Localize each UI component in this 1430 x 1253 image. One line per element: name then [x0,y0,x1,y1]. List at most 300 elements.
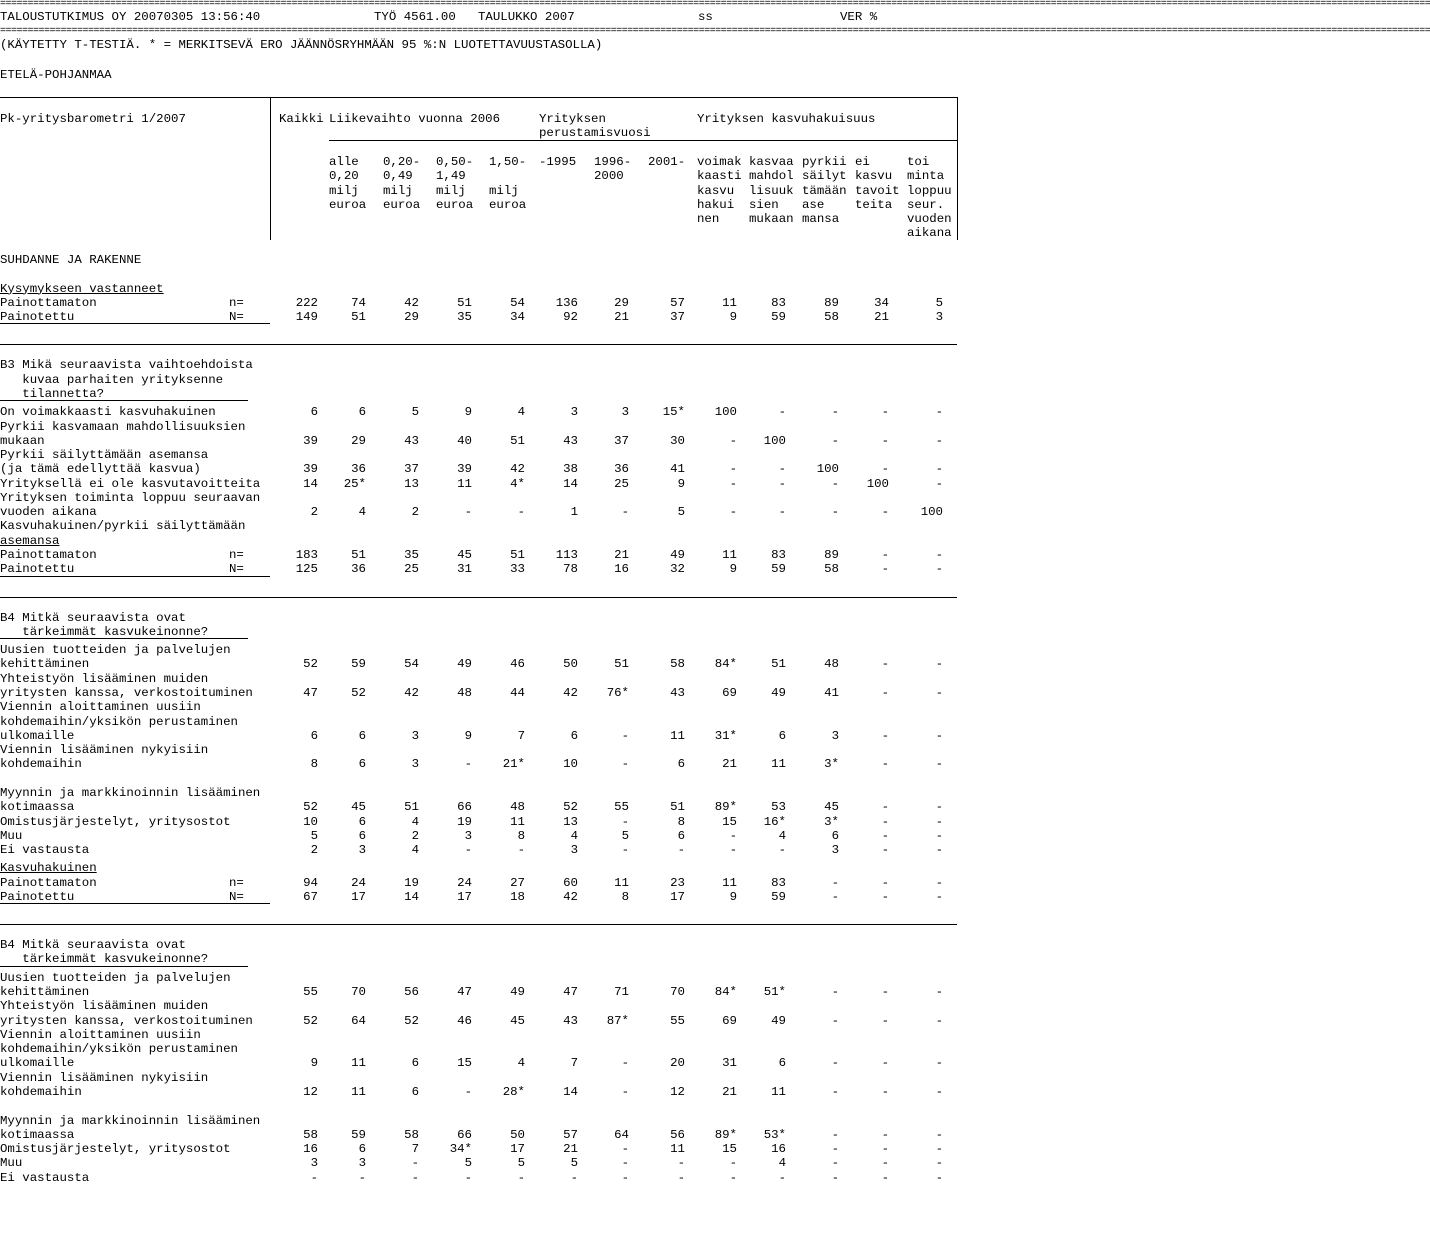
table-cell: 5 [935,295,943,310]
table-cell: - [778,843,786,858]
table-cell: 39 [457,462,472,477]
table-cell: 11 [614,875,629,890]
table-cell: 31 [457,562,472,577]
table-cell: 46 [510,657,525,672]
table-cell: 149 [295,310,318,325]
table-cell: 11 [722,548,737,563]
table-cell: - [729,843,737,858]
table-cell: - [881,1156,889,1171]
separator-line: ==================================================================================================================================================================================================================================================================== [0,0,1430,10]
table-cell: 31* [714,728,737,743]
report-table: TAULUKKO 2007 [478,10,575,24]
column-header-line: 1,49 [436,169,466,184]
table-cell: 5 [570,1156,578,1171]
table-cell: - [677,1170,685,1185]
table-cell: 42 [510,462,525,477]
row-label: kohdemaihin [0,1085,82,1099]
table-cell: 58 [670,657,685,672]
table-cell: - [935,757,943,772]
table-cell: 74 [351,295,366,310]
table-cell: 45 [510,1013,525,1028]
row-label: kotimaassa [0,800,75,815]
table-cell: 19 [404,875,419,890]
row-label: mukaan [0,433,45,448]
group-heading: asemansa [0,533,60,548]
row-label: Ei vastausta [0,1170,90,1185]
column-header-line: mahdol [749,169,794,184]
base-label: N= [229,562,244,577]
table-cell: 12 [670,1085,685,1099]
table-cell: 4 [517,405,525,420]
table-cell: 6 [358,405,366,420]
table-cell: - [729,1170,737,1185]
table-cell: 59 [771,889,786,904]
table-cell: - [935,1127,943,1142]
table-cell: - [411,1170,419,1185]
column-header-line: tämään [802,183,847,198]
column-header-line: ei [855,155,870,169]
table-cell: - [411,1156,419,1171]
table-cell: 6 [831,828,839,843]
table-cell: 3 [358,1156,366,1171]
table-cell: 100 [920,505,943,520]
table-cell: 100 [763,433,786,448]
table-cell: - [935,405,943,420]
table-cell: 24 [457,875,472,890]
table-cell: 17 [351,889,366,904]
table-cell: 69 [722,686,737,700]
region-title: ETELÄ-POHJANMAA [0,68,112,82]
table-cell: - [881,800,889,815]
row-label-line: Myynnin ja markkinoinnin lisääminen [0,785,261,800]
table-cell: 13 [404,476,419,491]
table-cell: 35 [457,310,472,325]
table-cell: 6 [570,728,578,743]
table-cell: 21* [502,757,525,772]
table-cell: 113 [555,548,578,563]
table-cell: 7 [411,1142,419,1157]
column-header-line: 1,50- [489,155,527,169]
table-cell: - [729,505,737,520]
table-cell: 58 [824,310,839,325]
row-label: Yrityksellä ei ole kasvutavoitteita [0,476,261,491]
colgroup-founded-2: perustamisvuosi [539,126,651,140]
table-cell: 32 [670,562,685,577]
table-cell: 51 [771,657,786,672]
table-cell: 50 [510,1127,525,1142]
table-cell: 3 [935,310,943,325]
table-cell: - [621,1085,629,1099]
table-cell: - [464,505,472,520]
table-cell: 54 [510,295,525,310]
table-cell: - [831,1056,839,1071]
table-cell: 5 [677,505,685,520]
table-cell: - [881,1085,889,1099]
row-label: Muu [0,1156,23,1171]
table-cell: 11 [351,1085,366,1099]
table-cell: 47 [457,985,472,1000]
table-rule [0,903,270,904]
table-cell: - [881,757,889,772]
row-label-line: kohdemaihin/yksikön perustaminen [0,714,238,729]
column-header-line: 1996- [594,155,632,169]
table-cell: 9 [729,310,737,325]
table-cell: - [935,889,943,904]
table-cell: 14 [303,476,318,491]
table-cell: 6 [411,1085,419,1099]
column-header-line: euroa [436,197,474,212]
table-cell: 92 [563,310,578,325]
table-cell: - [881,1170,889,1185]
table-cell: 64 [351,1013,366,1028]
colgroup-kaikki: Kaikki [279,112,324,126]
table-cell: - [935,1170,943,1185]
group-heading: Kysymykseen vastanneet [0,281,164,296]
row-label: ulkomaille [0,728,75,743]
table-cell: - [935,728,943,743]
table-cell: - [881,985,889,1000]
table-cell: - [881,1127,889,1142]
column-header-line: aikana [907,226,952,241]
column-header-line: kasvaa [749,155,794,169]
table-cell: 43 [404,433,419,448]
table-cell: 45 [824,800,839,815]
row-label-line: Viennin aloittaminen uusiin [0,700,201,715]
table-cell: 11 [457,476,472,491]
table-cell: 4 [778,828,786,843]
table-cell: 18 [510,889,525,904]
table-cell: 8 [621,889,629,904]
table-cell: 43 [670,686,685,700]
table-cell: 16 [771,1142,786,1157]
table-cell: 52 [303,657,318,672]
row-label: vuoden aikana [0,505,97,520]
table-cell: 100 [816,462,839,477]
table-cell: 4* [510,476,525,491]
table-cell: - [831,1170,839,1185]
table-cell: 49 [771,686,786,700]
table-cell: 49 [670,548,685,563]
table-cell: 21 [614,310,629,325]
table-cell: 14 [563,1085,578,1099]
table-cell: - [881,814,889,829]
table-cell: 28* [502,1085,525,1099]
row-label: yritysten kanssa, verkostoituminen [0,1013,253,1028]
table-cell: - [881,657,889,672]
table-cell: 39 [303,433,318,448]
base-label: N= [229,889,244,904]
table-cell: 56 [670,1127,685,1142]
table-cell: 2 [411,505,419,520]
table-cell: - [881,889,889,904]
table-cell: 70 [351,985,366,1000]
table-cell: 29 [404,310,419,325]
table-cell: - [935,1056,943,1071]
table-cell: - [729,433,737,448]
table-cell: - [570,1170,578,1185]
table-cell: - [935,800,943,815]
table-cell: - [517,843,525,858]
table-rule [0,966,248,967]
table-cell: - [517,1170,525,1185]
table-cell: - [881,1142,889,1157]
table-cell: 89 [824,548,839,563]
question-text: tärkeimmät kasvukeinonne? [0,952,209,967]
table-cell: - [831,1127,839,1142]
table-cell: - [935,843,943,858]
table-cell: - [677,843,685,858]
table-cell: 3 [570,843,578,858]
table-cell: 45 [351,800,366,815]
table-rule [0,344,957,345]
table-cell: - [935,1085,943,1099]
question-text: tilannetta? [0,386,105,401]
column-header-line: mansa [802,212,840,227]
table-cell: - [778,462,786,477]
table-cell: 60 [563,875,578,890]
column-header-line: loppuu [907,183,952,198]
group-heading: Kasvuhakuinen/pyrkii säilyttämään [0,519,246,534]
base-label: n= [229,875,244,890]
table-cell: - [935,476,943,491]
separator-line: ==================================================================================================================================================================================================================================================================== [0,26,1430,37]
table-cell: - [881,462,889,477]
table-cell: - [881,433,889,448]
table-cell: - [935,548,943,563]
table-cell: 9 [677,476,685,491]
table-cell: 52 [404,1013,419,1028]
table-cell: - [935,814,943,829]
table-cell: 76* [606,686,629,700]
row-label: On voimakkaasti kasvuhakuinen [0,405,216,420]
table-cell: - [831,505,839,520]
table-cell: 31 [722,1056,737,1071]
table-cell: 7 [517,728,525,743]
column-header-line: milj [383,183,413,198]
table-cell: 67 [303,889,318,904]
column-header-line: tavoit [855,183,900,198]
row-label-line: Yrityksen toiminta loppuu seuraavan [0,490,261,505]
table-cell: - [778,476,786,491]
table-cell: - [621,1056,629,1071]
table-cell: 4 [517,1056,525,1071]
column-header-line: voimak [697,155,742,169]
table-cell: 11 [722,295,737,310]
table-cell: 51 [404,800,419,815]
table-cell: - [517,505,525,520]
table-cell: - [464,1085,472,1099]
table-cell: 17 [457,889,472,904]
report-org: TALOUSTUTKIMUS OY 20070305 13:56:40 [0,10,261,24]
report-job: TYÖ 4561.00 [374,10,456,24]
table-cell: 15* [662,405,685,420]
table-cell: 59 [351,657,366,672]
table-cell: 53* [763,1127,786,1142]
table-cell: - [831,476,839,491]
table-cell: 6 [310,405,318,420]
table-cell: 41 [670,462,685,477]
table-rule [0,597,957,598]
row-label-line: Viennin lisääminen nykyisiin [0,1070,209,1085]
column-header-line: vuoden [907,212,952,227]
row-label-line: Pyrkii säilyttämään asemansa [0,448,209,463]
base-label: n= [229,548,244,563]
table-cell: - [831,405,839,420]
table-cell: - [881,828,889,843]
report-ss: ss [698,10,713,24]
table-cell: 23 [670,875,685,890]
table-cell: 4 [358,505,366,520]
table-cell: 42 [404,295,419,310]
table-cell: - [935,433,943,448]
column-header-line: 2001- [648,155,686,169]
column-header-line: lisuuk [749,183,794,198]
table-cell: 14 [563,476,578,491]
table-rule [0,323,270,324]
row-label-line: Pyrkii kasvamaan mahdollisuuksien [0,419,246,434]
table-cell: 13 [563,814,578,829]
table-cell: 55 [670,1013,685,1028]
table-cell: 6 [310,728,318,743]
table-cell: 3* [824,757,839,772]
table-cell: 51 [510,433,525,448]
table-cell: 5 [517,1156,525,1171]
table-cell: 15 [722,814,737,829]
table-cell: 15 [722,1142,737,1157]
table-cell: 3 [411,757,419,772]
table-cell: 36 [351,562,366,577]
row-label: Painottamaton [0,295,97,310]
table-rule [0,400,248,401]
table-cell: 4 [411,843,419,858]
table-cell: 21 [722,1085,737,1099]
table-cell: - [881,548,889,563]
table-cell: - [778,505,786,520]
report-version: VER % [840,10,878,24]
table-cell: 9 [464,405,472,420]
table-cell: 56 [404,985,419,1000]
column-header-line: mukaan [749,212,794,227]
table-cell: 6 [778,1056,786,1071]
question-text: tärkeimmät kasvukeinonne? [0,624,209,639]
table-cell: 34 [874,295,889,310]
table-cell: 46 [457,1013,472,1028]
table-cell: - [358,1170,366,1185]
table-cell: 59 [771,310,786,325]
table-cell: 40 [457,433,472,448]
table-cell: 57 [563,1127,578,1142]
row-label-line: Viennin lisääminen nykyisiin [0,743,209,758]
table-cell: - [621,843,629,858]
column-header-line: milj [436,183,466,198]
column-header-line: hakui [697,197,735,212]
colgroup-founded-1: Yrityksen [539,112,606,126]
table-cell: 70 [670,985,685,1000]
table-cell: 7 [570,1056,578,1071]
table-cell: 6 [358,1142,366,1157]
table-cell: 42 [563,686,578,700]
table-cell: 21 [874,310,889,325]
table-cell: 78 [563,562,578,577]
table-cell: 5 [464,1156,472,1171]
table-cell: 8 [517,828,525,843]
table-cell: 19 [457,814,472,829]
table-cell: 51 [510,548,525,563]
table-cell: - [935,562,943,577]
table-cell: 47 [563,985,578,1000]
table-cell: 12 [303,1085,318,1099]
table-cell: 9 [310,1056,318,1071]
table-cell: - [935,657,943,672]
table-cell: 34 [510,310,525,325]
table-cell: 45 [457,548,472,563]
table-cell: 21 [722,757,737,772]
table-cell: 3 [831,728,839,743]
column-header-line: milj [489,183,519,198]
table-cell: - [935,462,943,477]
table-cell: 6 [677,828,685,843]
table-cell: 51 [351,548,366,563]
table-cell: 52 [351,686,366,700]
table-cell: 4 [778,1156,786,1171]
table-cell: 53 [771,800,786,815]
table-cell: 5 [621,828,629,843]
section-title: SUHDANNE JA RAKENNE [0,253,142,267]
table-cell: 3 [570,405,578,420]
table-cell: 58 [404,1127,419,1142]
table-cell: 8 [677,814,685,829]
column-header-line: alle [329,155,359,169]
table-cell: 3 [831,843,839,858]
table-cell: 10 [303,814,318,829]
row-label: kehittäminen [0,985,90,1000]
table-cell: - [881,405,889,420]
column-header-line: euroa [489,197,527,212]
table-cell: 6 [358,814,366,829]
table-cell: 9 [464,728,472,743]
column-header-line: kasvu [855,169,893,184]
column-header-line: 2000 [594,169,624,184]
table-cell: 36 [614,462,629,477]
table-cell: - [464,757,472,772]
question-text: B3 Mikä seuraavista vaihtoehdoista [0,358,253,373]
table-cell: 47 [303,686,318,700]
table-cell: - [831,889,839,904]
table-cell: 52 [303,800,318,815]
column-header-line: teita [855,197,893,212]
table-cell: 3 [621,405,629,420]
table-cell: 39 [303,462,318,477]
table-cell: 83 [771,295,786,310]
row-label: Muu [0,828,23,843]
table-cell: 89* [714,1127,737,1142]
row-label-line: Myynnin ja markkinoinnin lisääminen [0,1113,261,1128]
row-label: kohdemaihin [0,757,82,772]
row-label: Omistusjärjestelyt, yritysostot [0,1142,231,1157]
table-cell: 14 [404,889,419,904]
row-label: kehittäminen [0,657,90,672]
table-cell: 49 [771,1013,786,1028]
table-cell: 36 [351,462,366,477]
table-cell: 50 [563,657,578,672]
row-label-line: kohdemaihin/yksikön perustaminen [0,1042,238,1057]
table-cell: 69 [722,1013,737,1028]
table-cell: - [935,1013,943,1028]
table-cell: - [831,1142,839,1157]
base-label: n= [229,295,244,310]
table-cell: - [621,1170,629,1185]
table-cell: - [729,462,737,477]
